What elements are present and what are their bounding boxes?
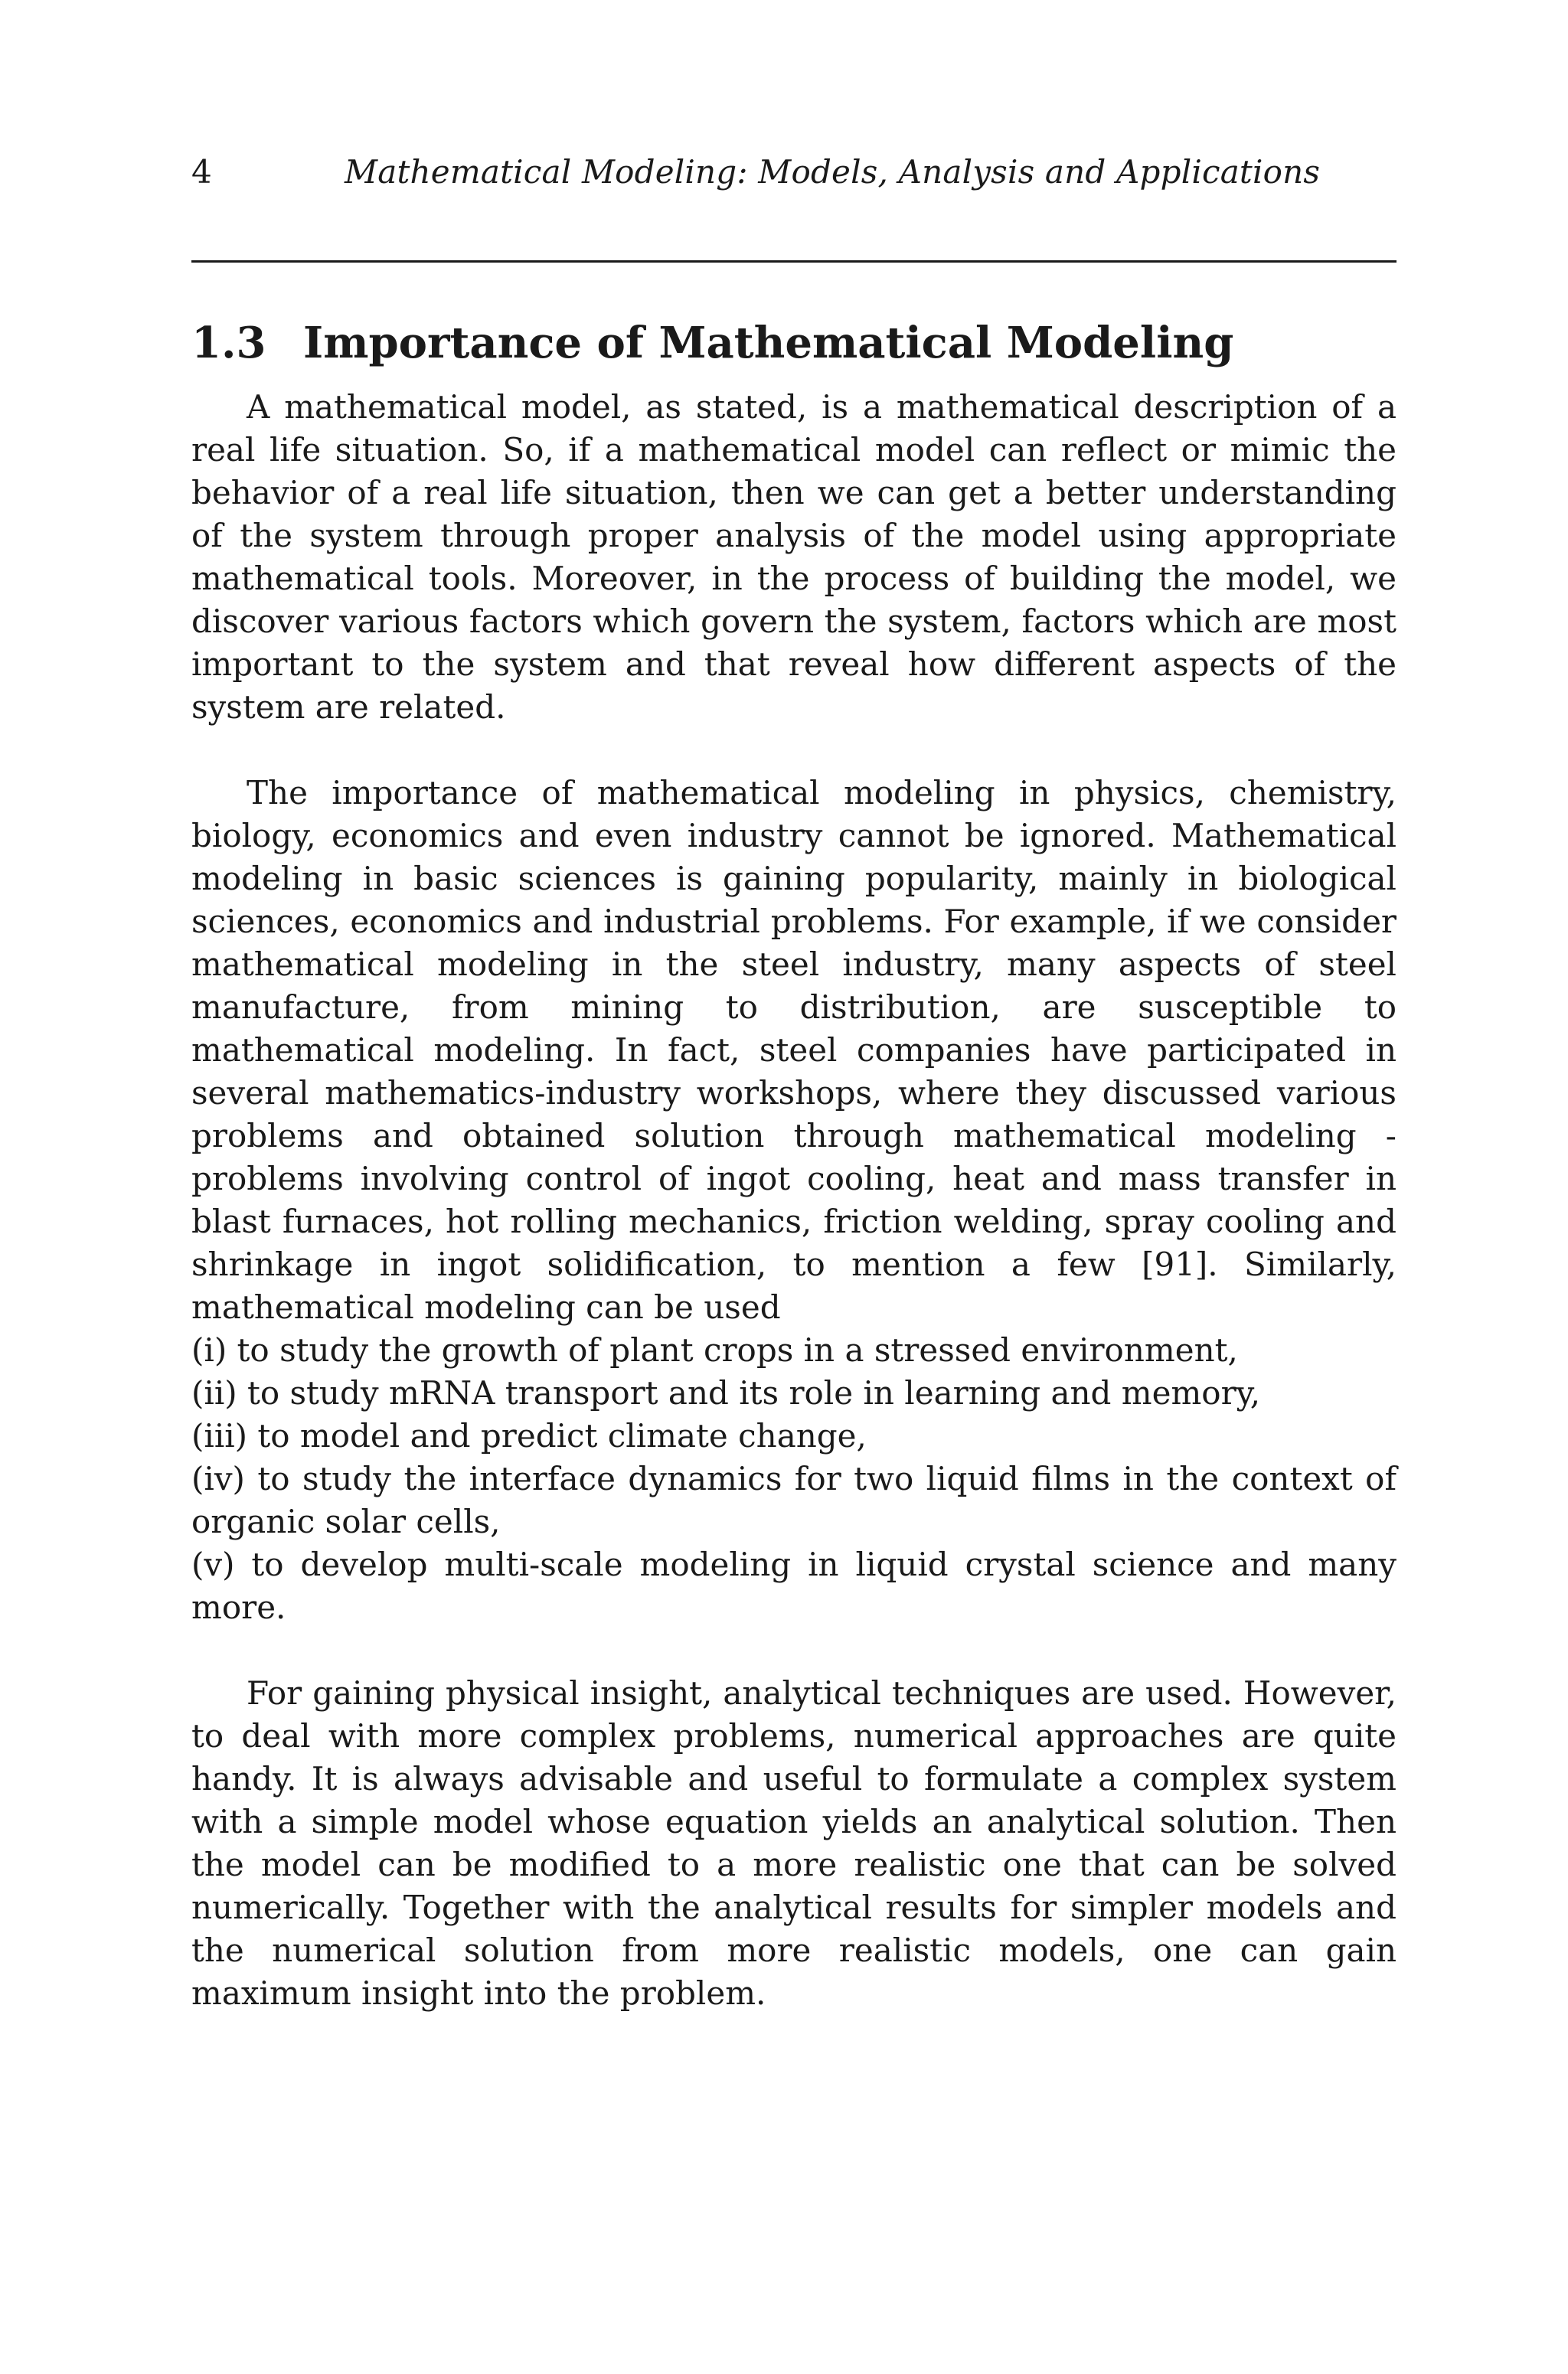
paragraph-2: The importance of mathematical modeling in physics, chemistry, biology, economics and even industry cannot be ignored. Mathematical modeling in basic sciences is gaining popularity, mainly in biological sciences, economics and industrial problems. For example, if we consider mathematical modeling in the steel industry, many aspects of steel manufacture, from mining to distribution, are susceptible to mathematical modeling. In fact, steel companies have participated in several mathematics-industry workshops, where they discussed various problems and obtained solution through mathematical modeling - problems involving control of ingot cooling, heat and mass transfer in blast furnaces, hot rolling mechanics, friction welding, spray cooling and shrinkage in ingot solidification, to mention a few [91]. Similarly, mathematical modeling can be used xyxy=(191,774,1396,1327)
list-item: (v) to develop multi-scale modeling in liquid crystal science and many more. xyxy=(191,1546,1396,1627)
list-item: (iv) to study the interface dynamics for two liquid films in the context of organic solar cells, xyxy=(191,1460,1396,1541)
book-page xyxy=(191,145,1396,2015)
section-body xyxy=(191,386,1396,2015)
running-head xyxy=(191,145,1396,199)
section-number: 1.3 xyxy=(191,318,266,368)
paragraph-1: A mathematical model, as stated, is a mathematical description of a real life situation. So, if a mathematical model can reflect or mimic the behavior of a real life situation, then we can get a better understanding of the system through proper analysis of the model using appropriate mathematical tools. Moreover, in the process of building the model, we discover various factors which govern the system, factors which are most important to the system and that reveal how different aspects of the system are related. xyxy=(191,388,1396,727)
applications-list xyxy=(191,1329,1396,1629)
list-item: (iii) to model and predict climate change, xyxy=(191,1417,867,1455)
list-item: (ii) to study mRNA transport and its role in learning and memory, xyxy=(191,1374,1261,1412)
running-title: Mathematical Modeling: Models, Analysis and Applications xyxy=(345,153,1321,191)
section-title: Importance of Mathematical Modeling xyxy=(303,318,1234,368)
header-rule xyxy=(191,260,1396,263)
list-item: (i) to study the growth of plant crops in a stressed environment, xyxy=(191,1331,1238,1370)
section-heading xyxy=(191,318,1396,369)
page-number: 4 xyxy=(191,153,212,191)
paragraph-3: For gaining physical insight, analytical techniques are used. However, to deal with more complex problems, numerical approaches are quite handy. It is always advisable and useful to formulate a complex system with a simple model whose equation yields an analytical solution. Then the model can be modified to a more realistic one that can be solved numerically. Together with the analytical results for simpler models and the numerical solution from more realistic models, one can gain maximum insight into the problem. xyxy=(191,1674,1396,2013)
